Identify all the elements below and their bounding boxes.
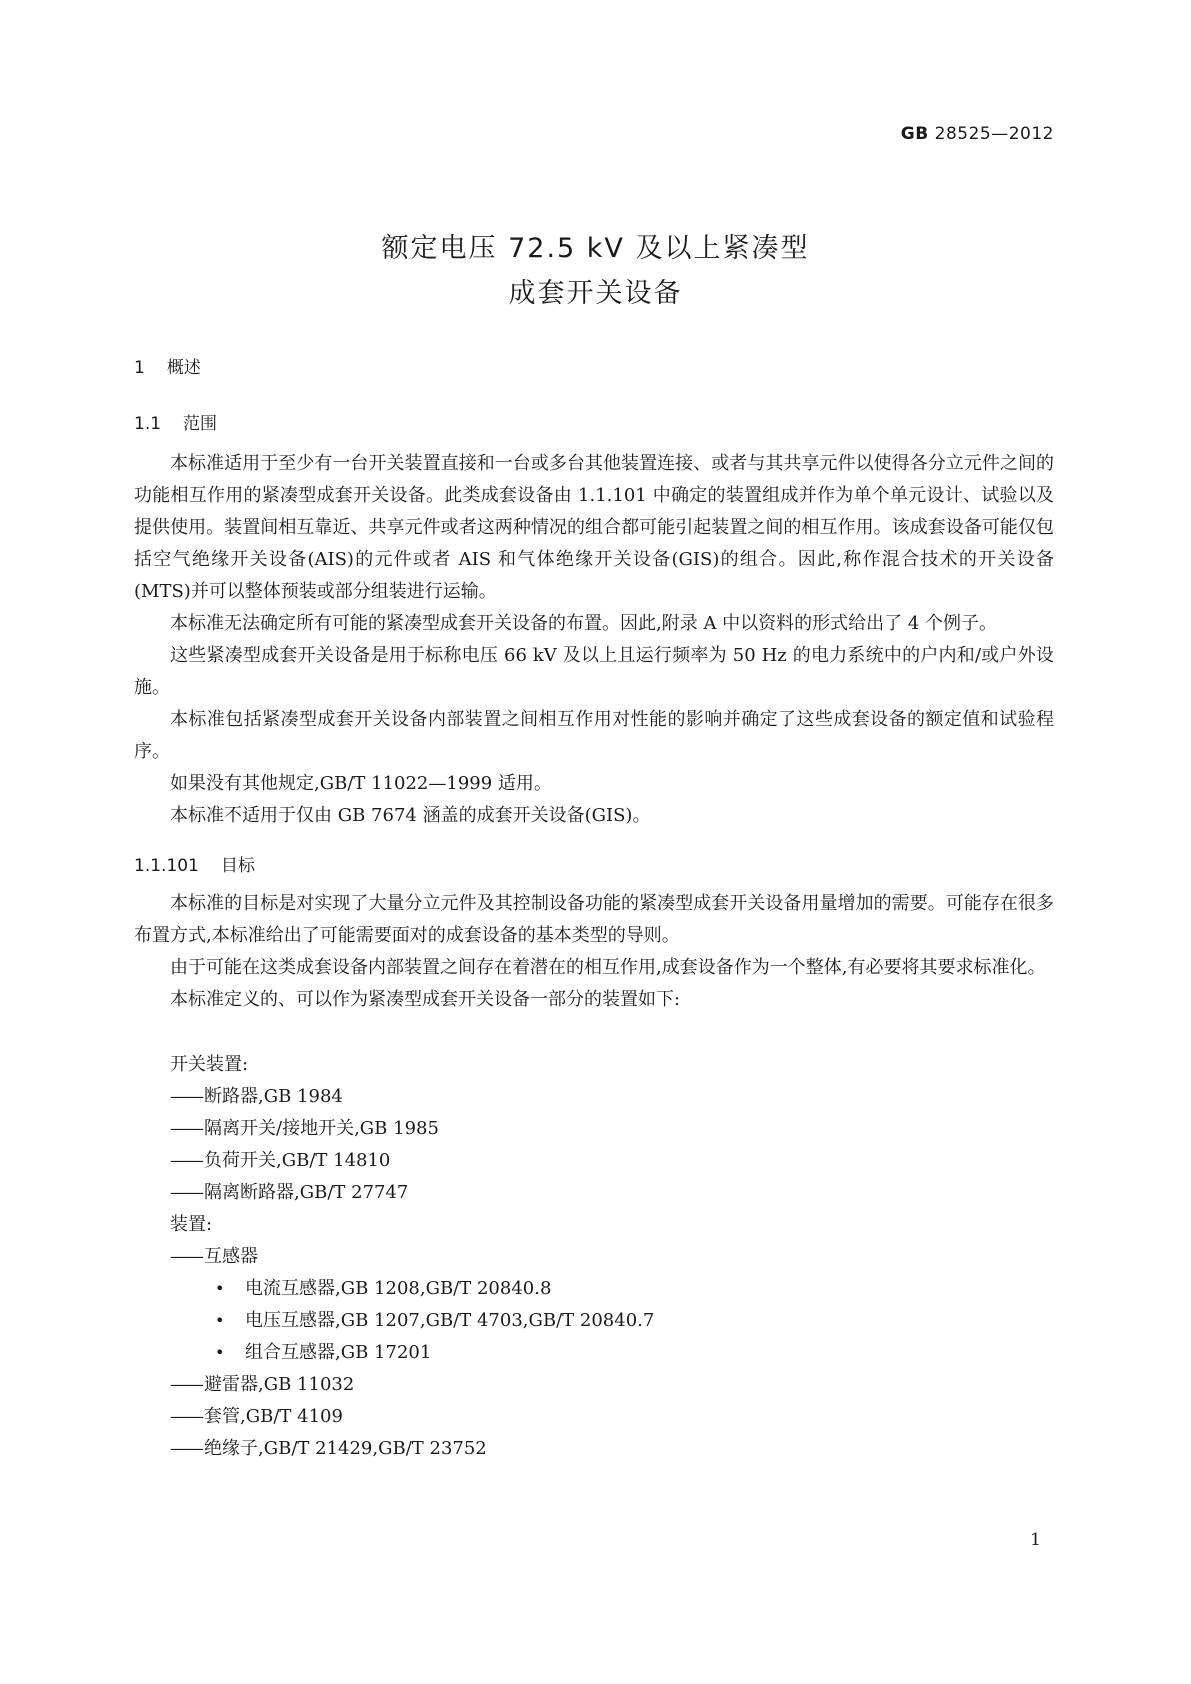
list-item: —— 避雷器,GB 11032 <box>170 1369 354 1401</box>
document-title <box>0 226 1191 316</box>
section-title: 目标 <box>220 856 255 876</box>
objective-paragraph-1: 本标准的目标是对实现了大量分立元件及其控制设备功能的紧凑型成套开关设备用量增加的需要。可能存在很多布置方式,本标准给出了可能需要面对的成套设备的基本类型的导则。 <box>134 893 1054 946</box>
list-item: —— 绝缘子,GB/T 21429,GB/T 23752 <box>170 1433 487 1465</box>
bullet-icon: • <box>215 1279 225 1298</box>
section-title: 概述 <box>166 358 201 378</box>
section-heading-1-1 <box>134 409 217 434</box>
scope-paragraph-4: 本标准包括紧凑型成套开关设备内部装置之间相互作用对性能的影响并确定了这些成套设备的额定值和试验程序。 <box>134 709 1054 762</box>
standard-code-prefix: GB <box>900 124 929 144</box>
bullet-item <box>215 1305 654 1337</box>
bullet-item <box>215 1337 431 1369</box>
section-number: 1.1.101 <box>134 856 199 876</box>
bullet-item <box>215 1273 551 1305</box>
list-item: —— 隔离开关/接地开关,GB 1985 <box>170 1113 439 1145</box>
list-item: —— 断路器,GB 1984 <box>170 1081 343 1113</box>
objective-body <box>134 888 1054 1016</box>
bullet-icon: • <box>215 1343 225 1362</box>
section-number: 1.1 <box>134 414 162 434</box>
list-item: —— 隔离断路器,GB/T 27747 <box>170 1177 408 1209</box>
list-item: —— 套管,GB/T 4109 <box>170 1401 343 1433</box>
standard-code-number: 28525—2012 <box>934 124 1054 144</box>
title-line-1: 额定电压 72.5 kV 及以上紧凑型 <box>381 233 810 264</box>
objective-paragraph-2: 由于可能在这类成套设备内部装置之间存在着潜在的相互作用,成套设备作为一个整体,有必要将其要求标准化。 <box>170 957 1046 978</box>
section-heading-1 <box>134 353 201 378</box>
scope-body <box>134 448 1054 832</box>
bullet-icon: • <box>215 1311 225 1330</box>
bullet-item-text: 组合互感器,GB 17201 <box>245 1342 432 1363</box>
title-line-2: 成套开关设备 <box>508 278 683 309</box>
scope-paragraph-5: 如果没有其他规定,GB/T 11022—1999 适用。 <box>170 773 552 794</box>
scope-paragraph-1: 本标准适用于至少有一台开关装置直接和一台或多台其他装置连接、或者与其共享元件以使得各分立元件之间的功能相互作用的紧凑型成套开关设备。此类成套设备由 1.1.101 中确定的装置组成并作为单个单元设计、试验以及提供使用。装置间相互靠近、共享元件或者这两种情况的组合都可能引起装置之间的相互作用。该成套设备可能仅包括空气绝缘开关设备(AIS)的元件或者 AIS 和气体绝缘开关设备(GIS)的组合。因此,称作混合技术的开关设备(MTS)并可以整体预装或部分组装进行运输。 <box>134 453 1054 602</box>
page-number: 1 <box>1030 1530 1041 1550</box>
section-title: 范围 <box>183 414 218 434</box>
scope-paragraph-2: 本标准无法确定所有可能的紧凑型成套开关设备的布置。因此,附录 A 中以资料的形式给出了 4 个例子。 <box>170 613 998 634</box>
scope-paragraph-6: 本标准不适用于仅由 GB 7674 涵盖的成套开关设备(GIS)。 <box>170 805 651 826</box>
section-heading-1-1-101 <box>134 851 255 876</box>
objective-paragraph-3: 本标准定义的、可以作为紧凑型成套开关设备一部分的装置如下: <box>170 989 681 1010</box>
bullet-item-text: 电压互感器,GB 1207,GB/T 4703,GB/T 20840.7 <box>245 1310 655 1331</box>
switching-devices-label: 开关装置: <box>170 1054 249 1075</box>
standard-code <box>901 124 1054 144</box>
bullet-item-text: 电流互感器,GB 1208,GB/T 20840.8 <box>245 1278 552 1299</box>
section-number: 1 <box>134 358 145 378</box>
devices-label: 装置: <box>170 1214 213 1235</box>
list-item: —— 负荷开关,GB/T 14810 <box>170 1145 390 1177</box>
scope-paragraph-3: 这些紧凑型成套开关设备是用于标称电压 66 kV 及以上且运行频率为 50 Hz 的电力系统中的户内和/或户外设施。 <box>134 645 1054 698</box>
list-item: —— 互感器 <box>170 1241 258 1273</box>
